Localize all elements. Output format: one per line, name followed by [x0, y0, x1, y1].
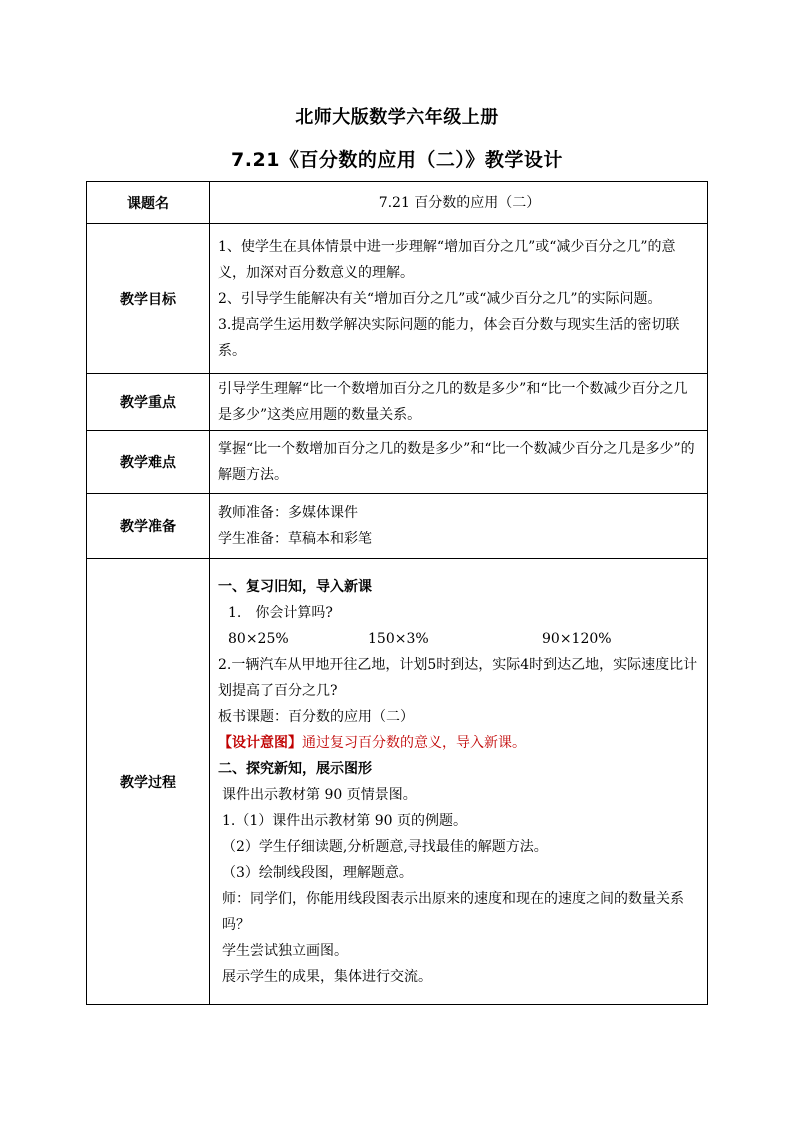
key-points-text: 引导学生理解“比一个数增加百分之几的数是多少”和“比一个数减少百分之几是多少”这类应用题的数量关系。 — [210, 374, 708, 431]
row-key-points — [87, 374, 708, 431]
difficulties-label: 教学难点 — [87, 431, 210, 494]
process-line: （2）学生仔细读题,分析题意,寻找最佳的解题方法。 — [222, 838, 548, 855]
design-intent-tag: 【设计意图】 — [218, 734, 302, 751]
document-title: 北师大版数学六年级上册 — [295, 107, 499, 128]
process-line: 1.（1）课件出示教材第 90 页的例题。 — [222, 812, 467, 829]
design-intent — [218, 730, 701, 756]
lesson-title: 7.21《百分数的应用（二）》教学设计 — [231, 149, 563, 171]
calc-item: 80×25% — [228, 630, 289, 647]
process-label: 教学过程 — [87, 559, 210, 1005]
calc-row — [218, 626, 701, 652]
design-intent-text: 通过复习百分数的意义，导入新课。 — [302, 734, 526, 751]
row-topic — [87, 182, 708, 224]
row-goals — [87, 224, 708, 374]
teacher-preparation: 教师准备：多媒体课件 — [218, 505, 358, 521]
row-difficulties — [87, 431, 708, 494]
lesson-plan-table — [86, 181, 708, 1005]
process-line: 学生尝试独立画图。 — [222, 942, 348, 959]
word-problem: 2.一辆汽车从甲地开往乙地，计划5时到达，实际4时到达乙地，实际速度比计划提高了百分之几? — [218, 656, 698, 699]
key-points-label: 教学重点 — [87, 374, 210, 431]
process-line: 展示学生的成果，集体进行交流。 — [222, 968, 432, 985]
preparation-content — [210, 494, 708, 559]
topic-value: 7.21 百分数的应用（二） — [210, 182, 708, 224]
review-question: 1. 你会计算吗? — [228, 604, 333, 621]
preparation-label: 教学准备 — [87, 494, 210, 559]
goal-item: 2、引导学生能解决有关“增加百分之几”或“减少百分之几”的实际问题。 — [218, 290, 662, 307]
goal-item: 3.提高学生运用数学解决实际问题的能力，体会百分数与现实生活的密切联系。 — [218, 316, 680, 359]
process-line: 课件出示教材第 90 页情景图。 — [222, 786, 417, 803]
goal-item: 1、使学生在具体情景中进一步理解“增加百分之几”或“减少百分之几”的意义，加深对百分数意义的理解。 — [218, 238, 676, 281]
goals-content — [210, 224, 708, 374]
row-process — [87, 559, 708, 1005]
student-preparation: 学生准备：草稿本和彩笔 — [218, 531, 372, 547]
calc-item: 150×3% — [368, 630, 429, 647]
process-line: 师：同学们，你能用线段图表示出原来的速度和现在的速度之间的数量关系吗？ — [222, 890, 684, 933]
section2-heading: 二、探究新知，展示图形 — [218, 760, 372, 777]
calc-item: 90×120% — [542, 630, 612, 647]
row-preparation — [87, 494, 708, 559]
board-title: 板书课题：百分数的应用（二） — [218, 708, 414, 725]
goals-label: 教学目标 — [87, 224, 210, 374]
section1-heading: 一、复习旧知，导入新课 — [218, 578, 372, 595]
process-content — [210, 559, 708, 1005]
topic-label: 课题名 — [87, 182, 210, 224]
difficulties-text: 掌握“比一个数增加百分之几的数是多少”和“比一个数减少百分之几是多少”的解题方法。 — [210, 431, 708, 494]
process-line: （3）绘制线段图，理解题意。 — [222, 864, 413, 881]
